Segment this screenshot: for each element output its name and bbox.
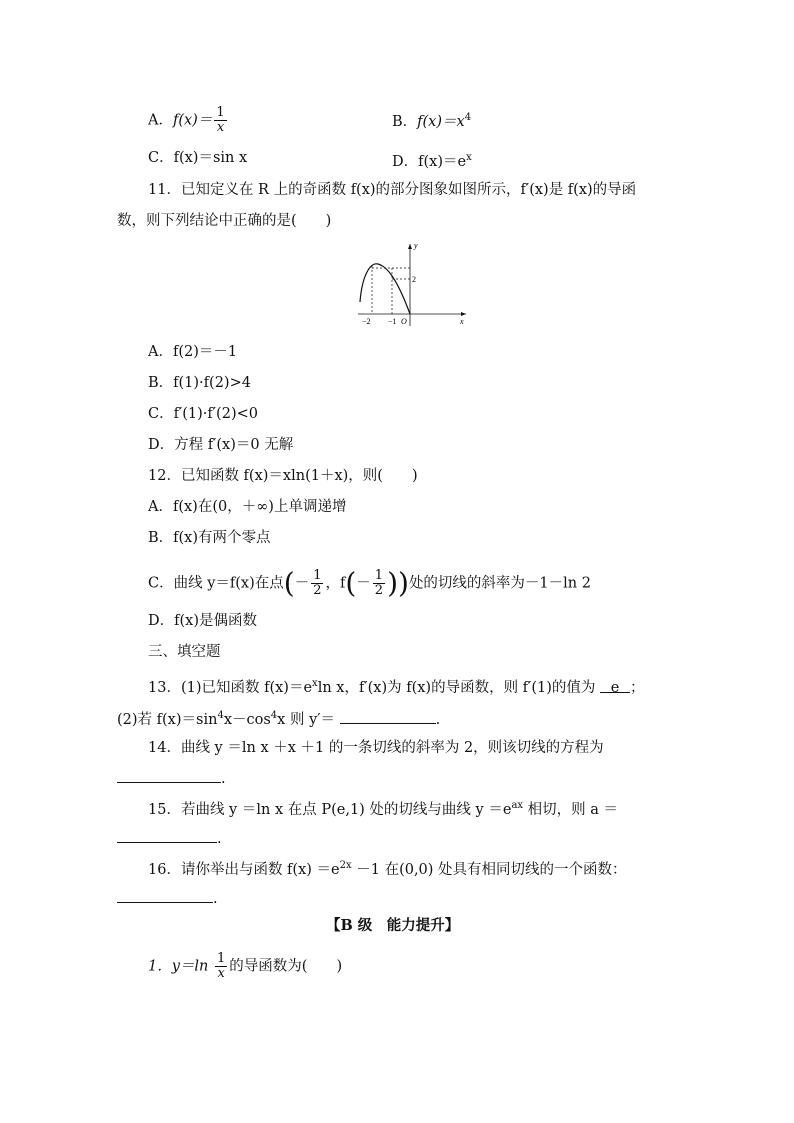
q11-option-b: B．f(1)·f(2)>4	[148, 375, 251, 391]
q16-line2: .	[117, 888, 218, 909]
q13-line2: (2)若 $f(x)=\sin^4x-\cos^4x$ 则 y′＝ .	[117, 710, 441, 728]
fraction: $\frac{1}{x}$	[216, 105, 225, 135]
tick-minus2: −2	[362, 317, 371, 326]
q12-option-a: A．f(x)在(0，＋∞)上单调递增	[148, 499, 347, 515]
curve	[360, 264, 410, 314]
answer-blank[interactable]	[117, 768, 221, 783]
q11-stem-line1: 11．已知定义在 R 上的奇函数 f(x)的部分图象如图所示，f′(x)是 f(x)的导函	[148, 182, 637, 198]
q15-line1: 15．若曲线 y ＝ln x 在点 P(e,1) 处的切线与曲线 $y =e^{ax}$ 相切，则 a ＝	[148, 800, 619, 818]
answer-blank[interactable]	[117, 888, 213, 903]
answer-blank[interactable]	[340, 709, 436, 724]
q10-option-d: D．$f(x)=e^x$	[392, 152, 472, 170]
q10-option-a: A．f(x)＝ $\frac{1}{x}$	[148, 105, 225, 135]
function-graph	[352, 238, 472, 328]
fraction: $\frac{1}{2}$	[313, 568, 322, 598]
q12-option-c: C．曲线 y＝f(x)在点(－ $\frac{1}{2}$ ，f(－ $\frac{1}{2}$ ))处的切线的斜率为－1－ln 2	[148, 566, 591, 600]
q12-option-d: D．f(x)是偶函数	[148, 613, 257, 629]
tick-2: 2	[412, 275, 416, 284]
answer-blank[interactable]	[117, 828, 217, 843]
q13-line1: 13．(1)已知函数 $f(x)=e^x\ln$ x，f′(x)为 f(x)的导函数，则 f′(1)的值为 e ；	[148, 678, 645, 696]
q11-option-d: D．方程 f′(x)＝0 无解	[148, 437, 294, 453]
q15-line2: .	[117, 828, 222, 849]
origin-label: O	[401, 317, 407, 326]
q14-line1: 14．曲线 y ＝ln x ＋x ＋1 的一条切线的斜率为 2，则该切线的方程为	[148, 740, 604, 756]
q12-option-b: B．f(x)有两个零点	[148, 530, 271, 546]
q16-line1: 16．请你举出与函数 $f(x) =e^{2x} -1$ 在(0,0) 处具有相同切线的一个函数：	[148, 860, 627, 878]
q12-stem: 12．已知函数 f(x)＝xln(1＋x)，则( )	[148, 468, 418, 484]
section-heading: 三、填空题	[148, 644, 221, 660]
x-label: x	[460, 317, 464, 326]
b-question-1: 1．y＝ln $\frac{1}{x}$ 的导函数为( )	[148, 951, 343, 981]
y-axis-arrow	[408, 244, 412, 249]
q11-stem-line2: 数，则下列结论中正确的是( )	[117, 213, 332, 229]
q11-option-a: A．f(2)＝－1	[148, 344, 238, 360]
level-b-heading: 【B 级 能力提升】	[326, 917, 460, 934]
q10-option-b: B．$f(x)=x^4$	[392, 112, 472, 130]
answer-blank[interactable]: e	[600, 678, 630, 693]
x-axis-arrow	[461, 312, 466, 316]
q11-option-c: C．f′(1)·f′(2)<0	[148, 406, 258, 422]
y-label: y	[414, 241, 418, 250]
q14-line2: .	[117, 768, 226, 789]
tick-minus1: −1	[388, 317, 397, 326]
fraction: $\frac{1}{x}$	[217, 951, 226, 981]
q10-option-c: C．f(x)＝sin x	[148, 150, 248, 166]
fraction: $\frac{1}{2}$	[374, 568, 384, 598]
